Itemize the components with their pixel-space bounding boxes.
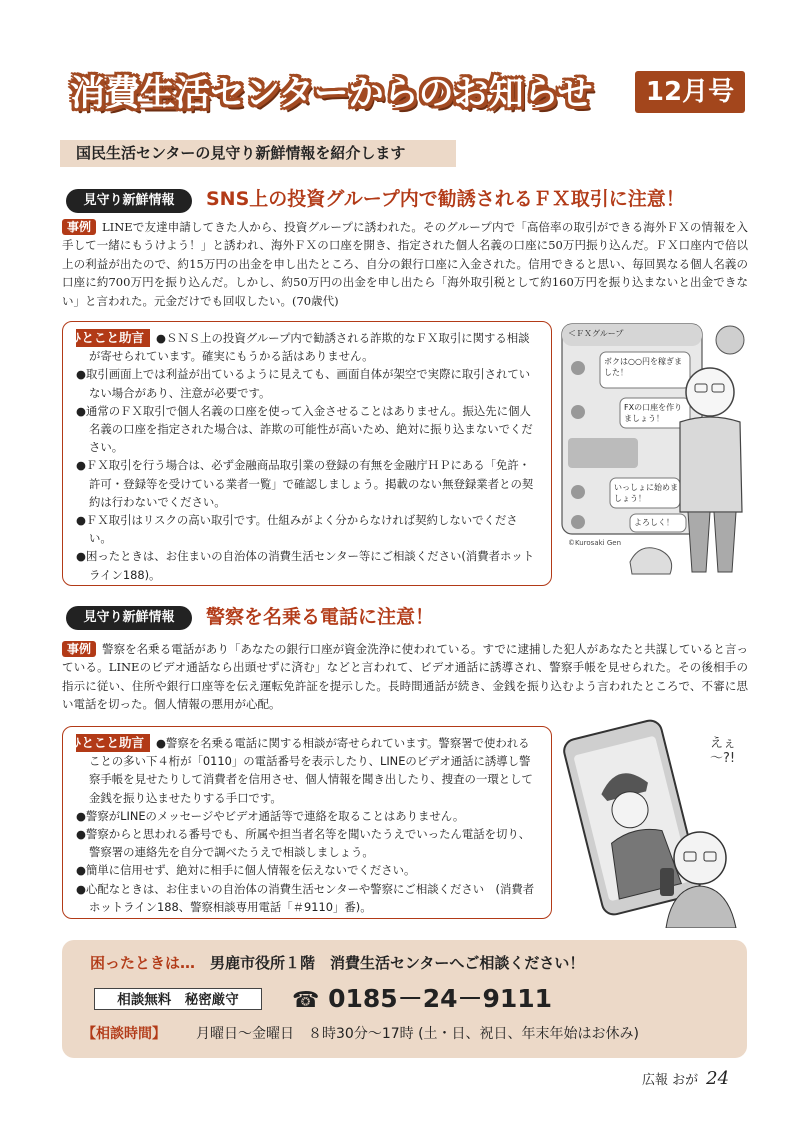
hours-text: 月曜日～金曜日 ８時30分～17時 (土・日、祝日、年末年始はお休み) [196, 1026, 640, 1042]
page-footer [642, 1068, 729, 1089]
section-pill-label: 見守り新鮮情報 [83, 193, 175, 208]
advice-item: 簡単に信用せず、絶対に相手に個人情報を伝えないでください。 [85, 863, 416, 878]
chat-bubble: FXの口座を作りましょう！ [624, 403, 683, 423]
advice-content: ひとこと助言 ●警察を名乗る電話に関する相談が寄せられています。警察署で使われることの多い下４桁が「0110」の電話番号を表示したり、LINEのビデオ通話に誘導し警察手帳を見せたりして消費者を信用させ、個人情報を聞き出したり、捜査の一環として金銭を振り込ませたりする手口です。 ●警察がLINEのメッセージやビデオ通話等で連絡を取ることはありません。 ●警察からと思われる番号でも、所属や担当者名等を聞いたうえでいったん電話を切り、警察署の連絡先を自分で調べたうえで相談しましょう。 ●簡単に信用せず、絶対に相手に個人情報を伝えないでください。 ●心配なときは、お住まいの自治体の消費生活センターや警察にご相談ください (消費者ホットライン188、警察相談専用電話「＃9110」番)。 [69, 735, 535, 914]
phone-number [292, 982, 552, 1018]
section-pill-label: 見守り新鮮情報 [83, 610, 175, 625]
advice-item: 取引画面上では利益が出ているように見えても、画面自体が架空で実際に取引されていない場合があり、注意が必要です。 [85, 367, 531, 400]
advice-item: ＳＮＳ上の投資グループ内で勧誘される詐欺的なＦＸ取引に関する相談が寄せられています。確実にもうかる話はありません。 [89, 331, 530, 364]
chat-header: ＜ＦＸグループ [568, 329, 624, 338]
case-tag: 事例 [62, 219, 96, 235]
illustration-police-call [560, 718, 750, 928]
section-pill [66, 606, 192, 630]
case-paragraph [62, 640, 748, 714]
case-text: 警察を名乗る電話があり「あなたの銀行口座が資金洗浄に使われている。すでに逮捕した犯人があなたと共謀していると言っている。LINEのビデオ通話なら出頭せずに済む」などと言われて、ビデオ通話に誘導され、警察手帳を見せられた。その後相手の指示に従い、住所や銀行口座等を伝え運転免許証を提示した。長時間通話が続き、金銭を振り込むよう言われたところで、不審に思い電話を切った。個人情報の悪用が心配。 [62, 642, 748, 712]
case-paragraph [62, 218, 748, 310]
chat-bubble: ボクは○○円を稼ぎました！ [604, 357, 682, 377]
contact-lead: 困ったときは… [90, 954, 196, 972]
contact-text: 男鹿市役所１階 消費生活センターへご相談ください！ [210, 954, 585, 972]
page-title-wrap [70, 66, 630, 122]
advice-tag: ひとこと助言 [76, 734, 150, 752]
advice-tag: ひとこと助言 [76, 329, 150, 347]
advice-item: 困ったときは、お住まいの自治体の消費生活センター等にご相談ください(消費者ホットライン188)。 [85, 549, 535, 582]
chat-bubble: よろしく！ [634, 518, 674, 527]
hours-label: 【相談時間】 [82, 1026, 166, 1042]
phone-icon: ☎ [292, 988, 320, 1013]
advice-item: 心配なときは、お住まいの自治体の消費生活センターや警察にご相談ください (消費者ホットライン188、警察相談専用電話「＃9110」番)。 [85, 881, 535, 914]
illustration-credit: ©Kurosaki Gen [568, 539, 622, 547]
advice-item: ＦＸ取引はリスクの高い取引です。仕組みがよく分からなければ契約しないでください。 [85, 513, 518, 546]
case-tag: 事例 [62, 641, 96, 657]
free-confidential-badge: 相談無料 秘密厳守 [94, 988, 262, 1010]
phone-number-text: 0185－24－9111 [328, 984, 553, 1013]
advice-item: 警察を名乗る電話に関する相談が寄せられています。警察署で使われることの多い下４桁が「0110」の電話番号を表示したり、LINEのビデオ通話に誘導し警察手帳を見せたりして消費者を信用させ、個人情報を聞き出したり、捜査の一環として金銭を振り込ませたりする手口です。 [89, 736, 533, 805]
page-title: 消費生活センターからのお知らせ [70, 74, 593, 114]
publication-name: 広報 おが [642, 1073, 699, 1088]
section-pill [66, 189, 192, 213]
advice-content: ひとこと助言 ●ＳＮＳ上の投資グループ内で勧誘される詐欺的なＦＸ取引に関する相談が寄せられています。確実にもうかる話はありません。 ●取引画面上では利益が出ているように見えても、画面自体が架空で実際に取引されていない場合があり、注意が必要です。 ●通常のＦＸ取引で個人名義の口座を使って入金させることはありません。振込先に個人名義の口座を指定された場合は、詐欺の可能性が高いため、絶対に振り込まないでください。 ●ＦＸ取引を行う場合は、必ず金融商品取引業の登録の有無を金融庁ＨＰにある「免許・許可・登録等を受けている業者一覧」で確認しましょう。掲載のない無登録業者との契約は行わないでください。 ●ＦＸ取引はリスクの高い取引です。仕組みがよく分からなければ契約しないでください。 ●困ったときは、お住まいの自治体の消費生活センター等にご相談ください(消費者ホットライン188)。 [69, 330, 535, 582]
issue-badge: 12月号 [635, 71, 745, 113]
advice-item: 警察からと思われる番号でも、所属や担当者名等を聞いたうえでいったん電話を切り、警察署の連絡先を自分で調べたうえで相談しましょう。 [85, 827, 531, 860]
article-headline: 警察を名乗る電話に注意！ [206, 606, 435, 628]
chat-bubble: いっしょに始めましょう！ [614, 483, 678, 503]
intro-bar: 国民生活センターの見守り新鮮情報を紹介します [60, 140, 456, 167]
contact-message [90, 952, 584, 973]
speech-exclamation: えぇ～?! [710, 736, 737, 766]
case-text: LINEで友達申請してきた人から、投資グループに誘われた。そのグループ内で「高倍率の取引ができる海外ＦＸの情報を入手して一緒にもうけよう！」と誘われ、海外ＦＸの口座を開き、指定された個人名義の口座に50万円振り込んだ。ＦＸ口座内で倍以上の利益が出たので、約15万円の出金を申し出たところ、自分の銀行口座に入金された。信用できると思い、毎回異なる個人名義の口座に約700万円を振り込んだ。しかし、約50万円の出金を申し出たら「海外取引税として約160万円を振り込まないと出金できない」と言われた。元金だけでも回収したい。(70歳代) [62, 220, 748, 308]
advice-item: ＦＸ取引を行う場合は、必ず金融商品取引業の登録の有無を金融庁ＨＰにある「免許・許可・登録等を受けている業者一覧」で確認しましょう。掲載のない無登録業者との契約は行わないでください。 [85, 458, 534, 509]
advice-item: 通常のＦＸ取引で個人名義の口座を使って入金させることはありません。振込先に個人名義の口座を指定された場合は、詐欺の可能性が高いため、絶対に振り込まないでください。 [85, 403, 533, 455]
page-number: 24 [706, 1068, 730, 1089]
advice-item: 警察がLINEのメッセージやビデオ通話等で連絡を取ることはありません。 [85, 808, 465, 823]
article-headline: SNS上の投資グループ内で勧誘されるＦＸ取引に注意！ [206, 188, 685, 210]
illustration-fx-chat [560, 322, 750, 586]
